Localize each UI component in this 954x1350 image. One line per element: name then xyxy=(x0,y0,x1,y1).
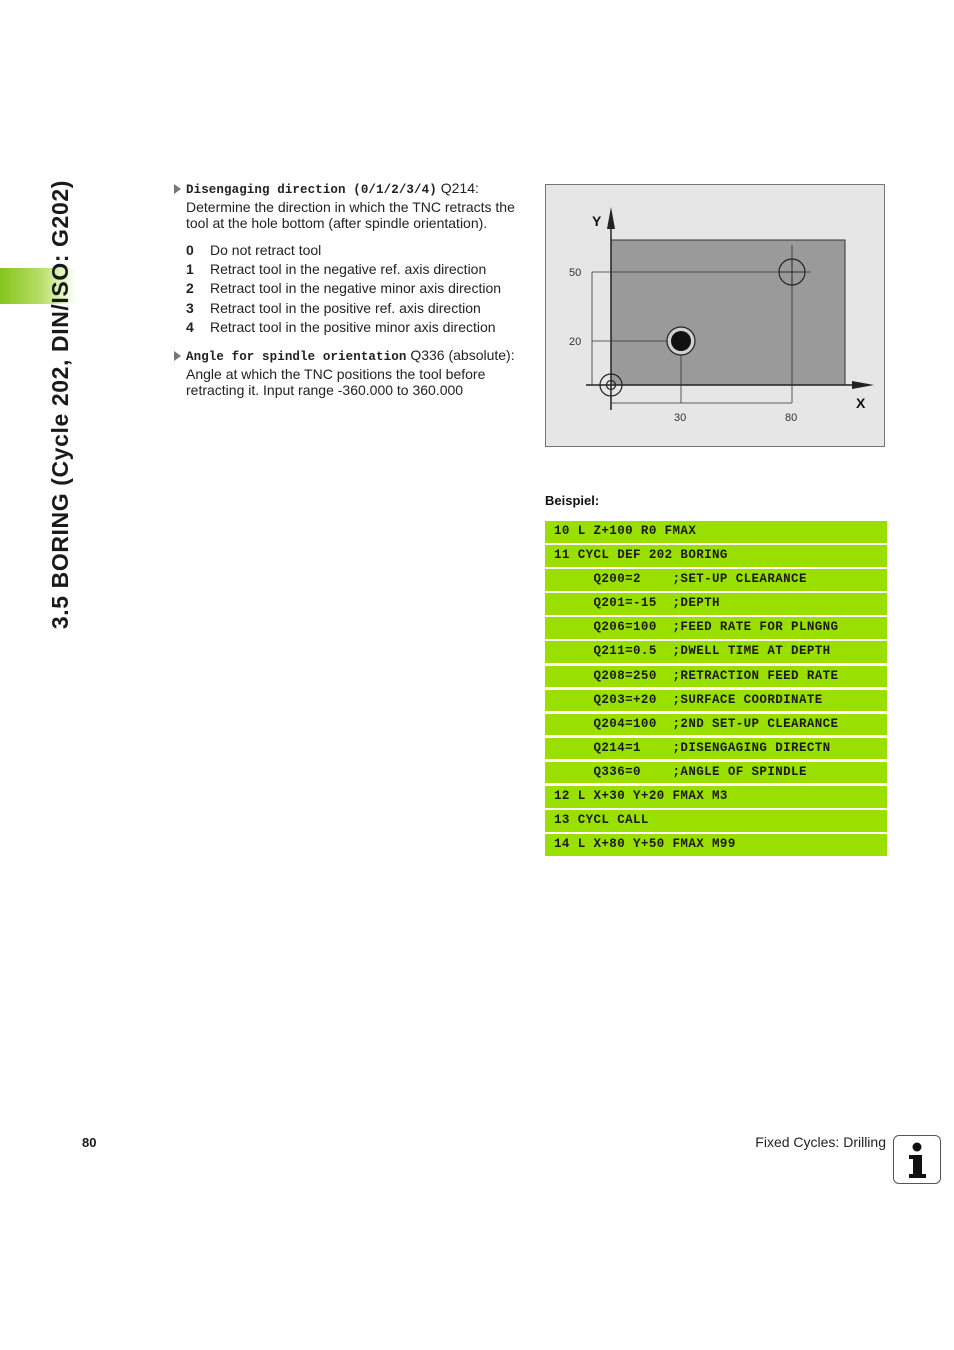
x-axis-arrow-icon xyxy=(852,381,874,389)
code-line: Q204=100 ;2ND SET-UP CLEARANCE xyxy=(545,714,887,736)
code-line: 12 L X+30 Y+20 FMAX M3 xyxy=(545,786,887,808)
example-label: Beispiel: xyxy=(545,493,600,508)
option-text: Retract tool in the negative minor axis direction xyxy=(210,280,502,297)
code-line: 11 CYCL DEF 202 BORING xyxy=(545,545,887,567)
param-name: Disengaging direction (0/1/2/3/4) xyxy=(186,183,437,197)
option-text: Retract tool in the positive ref. axis direction xyxy=(210,299,481,316)
page-number: 80 xyxy=(82,1135,97,1150)
option-key: 0 xyxy=(186,242,194,258)
code-line: 10 L Z+100 R0 FMAX xyxy=(545,521,887,543)
hole-1-fill xyxy=(671,331,691,351)
y-axis-arrow-icon xyxy=(607,207,615,229)
diagram-svg xyxy=(546,185,884,446)
param-desc: Angle at which the TNC positions the tool before retracting it. Input range -360.000 to 360.000 xyxy=(186,365,486,398)
option-text: Do not retract tool xyxy=(210,242,322,258)
workpiece-rect xyxy=(611,240,845,385)
chapter-title: 3.5 BORING (Cycle 202, DIN/ISO: G202) xyxy=(47,180,73,630)
param-spindle-angle xyxy=(174,347,529,399)
code-line: 13 CYCL CALL xyxy=(545,810,887,832)
code-line: Q214=1 ;DISENGAGING DIRECTN xyxy=(545,738,887,760)
option-key: 1 xyxy=(186,261,194,278)
param-disengaging-direction xyxy=(174,180,529,232)
bullet-arrow-icon xyxy=(174,351,181,361)
info-icon xyxy=(893,1135,941,1184)
option-text: Retract tool in the negative ref. axis direction xyxy=(210,261,487,278)
y-tick-label: 50 xyxy=(569,267,582,279)
footer-section-title: Fixed Cycles: Drilling xyxy=(755,1134,886,1150)
list-item xyxy=(186,279,531,298)
nc-program-listing xyxy=(545,521,887,858)
y-axis-label: Y xyxy=(592,213,602,229)
y-tick-label: 20 xyxy=(569,336,582,348)
option-text: Retract tool in the positive minor axis direction xyxy=(210,318,496,335)
boring-diagram xyxy=(545,184,885,447)
option-list xyxy=(186,241,531,337)
code-line: 14 L X+80 Y+50 FMAX M99 xyxy=(545,834,887,856)
list-item xyxy=(186,241,531,260)
code-line: Q336=0 ;ANGLE OF SPINDLE xyxy=(545,762,887,784)
code-line: Q208=250 ;RETRACTION FEED RATE xyxy=(545,666,887,688)
code-line: Q201=-15 ;DEPTH xyxy=(545,593,887,615)
list-item xyxy=(186,299,531,318)
option-key: 3 xyxy=(186,299,194,316)
param-desc: Determine the direction in which the TNC retracts the tool at the hole bottom (after spindle orientation). xyxy=(186,198,515,231)
bullet-arrow-icon xyxy=(174,184,181,194)
info-glyph xyxy=(894,1136,939,1182)
x-axis-label: X xyxy=(856,395,866,411)
x-tick-label: 80 xyxy=(785,412,798,424)
code-line: Q200=2 ;SET-UP CLEARANCE xyxy=(545,569,887,591)
list-item xyxy=(186,318,531,337)
option-key: 4 xyxy=(186,318,194,335)
param-q: Q214: xyxy=(440,180,479,196)
code-line: Q206=100 ;FEED RATE FOR PLNGNG xyxy=(545,617,887,639)
code-line: Q211=0.5 ;DWELL TIME AT DEPTH xyxy=(545,641,887,663)
param-name: Angle for spindle orientation xyxy=(186,350,407,364)
code-line: Q203=+20 ;SURFACE COORDINATE xyxy=(545,690,887,712)
x-tick-label: 30 xyxy=(674,412,687,424)
param-q: Q336 (absolute): xyxy=(410,347,515,363)
list-item xyxy=(186,260,531,279)
option-key: 2 xyxy=(186,280,194,297)
